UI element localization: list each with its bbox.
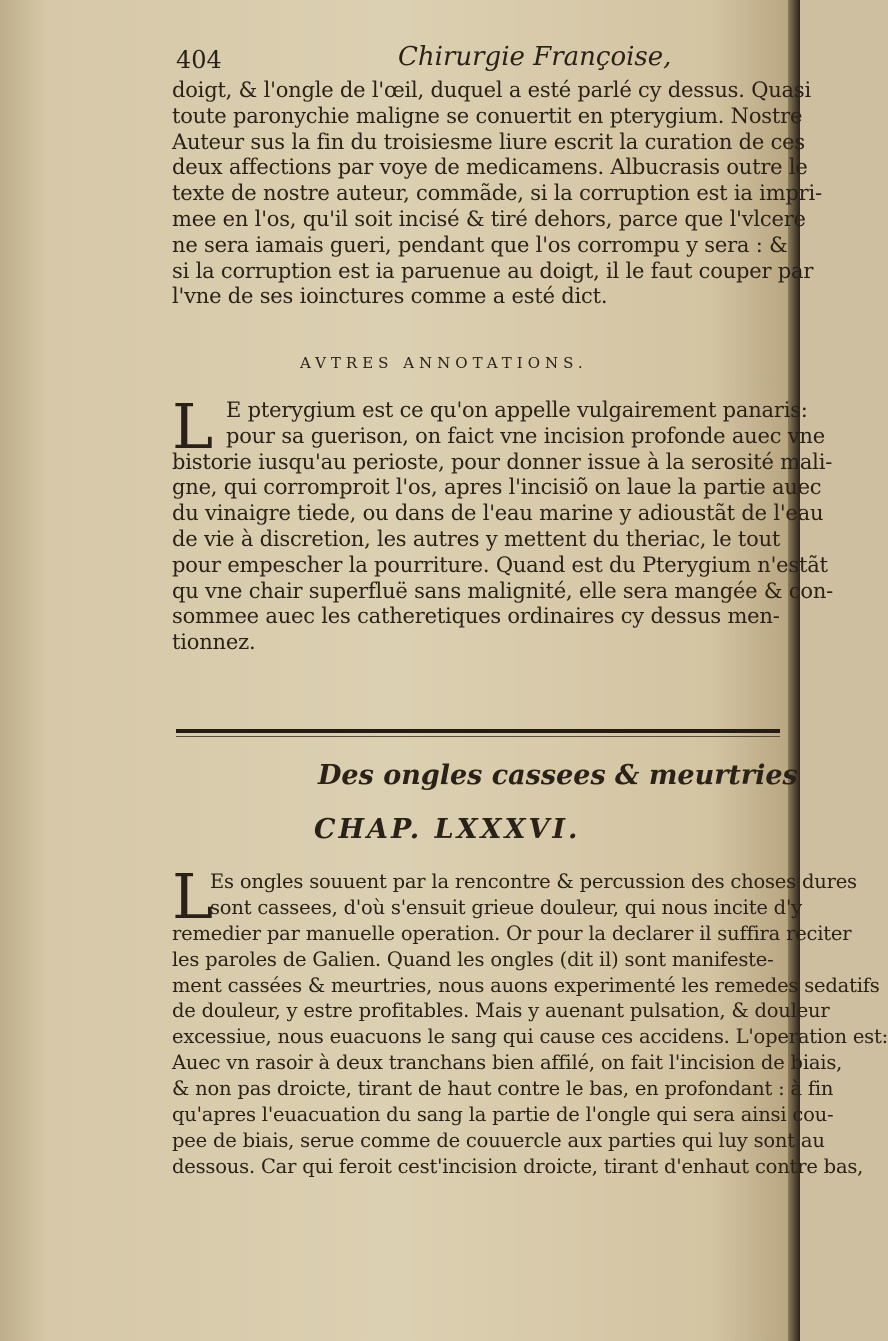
text-line: & non pas droicte, tirant de haut contre le bas, en profondant : à fin [172, 1077, 834, 1101]
text-line: texte de nostre auteur, commãde, si la corruption est ia impri- [172, 181, 822, 206]
text-line: gne, qui corromproit l'os, apres l'incisiõ on laue la partie auec [172, 475, 822, 500]
section-title: Des ongles cassees & meurtries [318, 760, 798, 791]
text-line: Auteur sus la fin du troisiesme liure escrit la curation de ces [172, 129, 805, 154]
paragraph-3-first-lines [210, 869, 857, 921]
text-line: E pterygium est ce qu'on appelle vulgairement panaris: [226, 398, 808, 422]
text-line: excessiue, nous euacuons le sang qui cause ces accidens. L'operation est: [172, 1025, 888, 1049]
text-line: doigt, & l'ongle de l'œil, duquel a esté parlé cy dessus. Quasi [172, 78, 811, 102]
text-line: les paroles de Galien. Quand les ongles (dit il) sont manifeste- [172, 947, 774, 971]
text-line: ment cassées & meurtries, nous auons experimenté les remedes sedatifs [172, 973, 880, 997]
text-line: pour empescher la pourriture. Quand est du Pterygium n'estãt [172, 552, 828, 577]
text-line: dessous. Car qui feroit cest'incision droicte, tirant d'enhaut contre bas, [172, 1154, 864, 1178]
text-line: toute paronychie maligne se conuertit en pterygium. Nostre [172, 103, 803, 128]
annotations-heading: AVTRES ANNOTATIONS. [300, 354, 588, 372]
page-header [176, 42, 716, 78]
section-rule [176, 729, 780, 733]
paragraph-2 [172, 449, 834, 656]
text-line: pee de biais, serue comme de couuercle aux parties qui luy sont au [172, 1128, 825, 1152]
text-line: ne sera iamais gueri, pendant que l'os corrompu y sera : & [172, 232, 788, 257]
text-line: remedier par manuelle operation. Or pour la declarer il suffira reciter [172, 921, 852, 945]
section-rule-thin [176, 736, 780, 737]
text-line: Auec vn rasoir à deux tranchans bien affilé, on fait l'incision de biais, [172, 1051, 843, 1075]
text-line: Es ongles souuent par la rencontre & percussion des choses dures [210, 870, 857, 893]
text-line: qu'apres l'euacuation du sang la partie de l'ongle qui sera ainsi cou- [172, 1103, 834, 1127]
text-line: tionnez. [172, 630, 256, 655]
text-line: sont cassees, d'où s'ensuit grieue douleur, qui nous incite d'y [210, 895, 802, 919]
text-line: bistorie iusqu'au perioste, pour donner issue à la serosité mali- [172, 449, 833, 474]
paragraph-1 [172, 78, 822, 310]
chapter-heading: CHAP. LXXXVI. [314, 814, 581, 845]
drop-cap: L [172, 860, 214, 933]
text-line: de douleur, y estre profitables. Mais y auenant pulsation, & douleur [172, 999, 830, 1023]
text-line: deux affections par voye de medicamens. Albucrasis outre le [172, 155, 808, 180]
text-line: de vie à discretion, les autres y mettent du theriac, le tout [172, 526, 781, 551]
drop-cap: L [172, 390, 214, 463]
text-line: qu vne chair superfluë sans malignité, elle sera mangée & con- [172, 578, 834, 603]
text-line: si la corruption est ia paruenue au doigt, il le faut couper par [172, 258, 814, 283]
paragraph-3 [172, 921, 888, 1180]
running-title: Chirurgie Françoise, [398, 42, 672, 72]
text-line: mee en l'os, qu'il soit incisé & tiré dehors, parce que l'vlcere [172, 206, 806, 231]
text-line: pour sa guerison, on faict vne incision profonde auec vne [226, 423, 825, 448]
text-line: du vinaigre tiede, ou dans de l'eau marine y adioustãt de l'eau [172, 501, 824, 526]
text-line: sommee auec les catheretiques ordinaires cy dessus men- [172, 604, 780, 629]
page-number: 404 [176, 46, 222, 74]
paragraph-2-first-lines [226, 398, 825, 450]
text-line: l'vne de ses ioinctures comme a esté dict. [172, 284, 608, 309]
